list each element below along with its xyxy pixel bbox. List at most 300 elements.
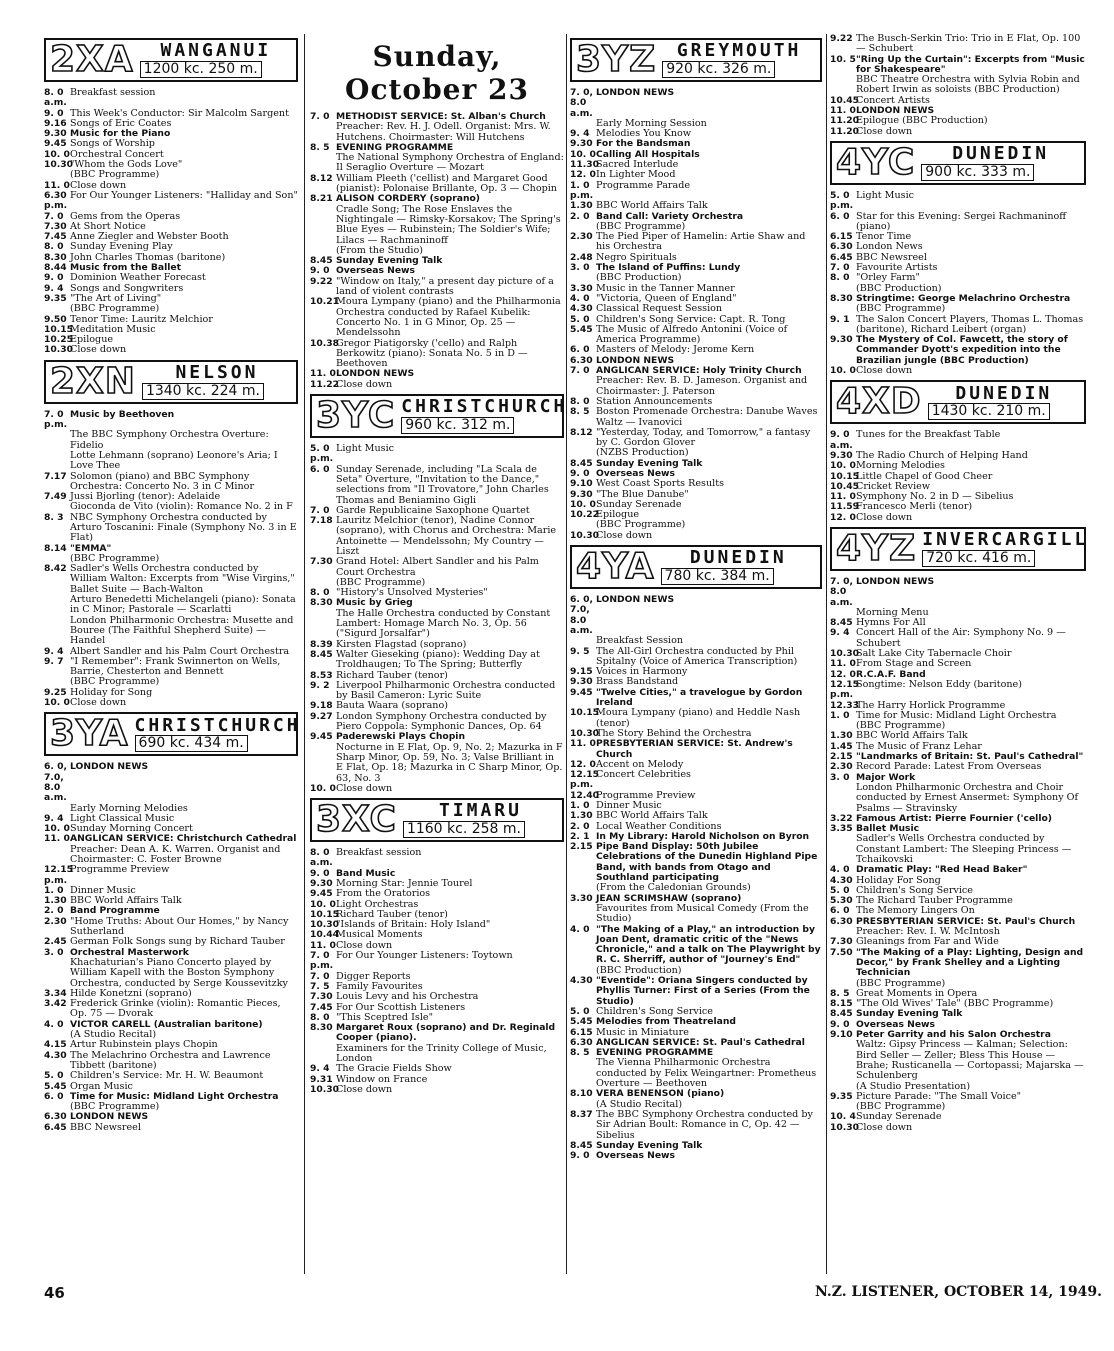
entry-description: The Harry Horlick Programme [856, 699, 1006, 711]
entry-continuation: (BBC Programme) [596, 220, 686, 232]
entry-time: 8.45 [570, 1139, 593, 1151]
entry-description: BBC World Affairs Talk [596, 810, 708, 822]
entry-time: 6.30 [830, 915, 853, 927]
entry-continuation: (A Studio Recital) [596, 1098, 683, 1110]
entry-time: 12. 0 [830, 511, 856, 523]
entry-description: Tenor Time [856, 231, 912, 243]
entry-description: Songs of Eric Coates [70, 117, 172, 129]
station-logo [44, 38, 298, 82]
programme-entry [830, 628, 1086, 649]
entry-time: 2.30 [44, 915, 67, 927]
entry-time: 11.20 [830, 115, 860, 127]
entry-description: Richard Tauber (tenor) [336, 908, 448, 920]
programme-entry [830, 1123, 1086, 1133]
entry-description: Close down [856, 365, 913, 377]
entry-time: 7.30 [44, 220, 67, 232]
entry-time: 12.40 [570, 789, 600, 801]
entry-time: 10. 0 [830, 365, 856, 377]
entry-continuation: (BBC Programme) [70, 303, 160, 315]
entry-description: "Islands of Britain: Holy Island" [336, 919, 491, 931]
entry-time: 9. 2 [310, 679, 330, 691]
entry-description: Orchestral Concert [70, 148, 164, 160]
entry-time: 4. 0 [44, 1018, 64, 1030]
entry-time: 9. 0 [830, 1018, 850, 1030]
entry-time: 3. 0 [830, 771, 850, 783]
entry-time: 8. 5 [570, 1047, 590, 1059]
entry-time: 9.22 [310, 275, 333, 287]
entry-description: Sunday Evening Talk [856, 1008, 963, 1020]
entry-description: In My Library: Harold Nicholson on Byron [596, 830, 810, 842]
entry-time: 9. 1 [830, 313, 850, 325]
entry-time: 7. 0 [830, 262, 850, 274]
entry-description: Sunday Serenade [856, 1111, 942, 1123]
entry-description: Time for Music: Midland Light Orchestra [856, 709, 1057, 721]
entry-description: Programme Parade [596, 179, 691, 191]
entry-time: 6.30 [570, 354, 593, 366]
entry-continuation: London Philharmonic Orchestra: Musette and Bouree (The Faithful Shepherd Suite) — Handel [70, 614, 294, 647]
entry-continuation: (BBC Programme) [70, 1101, 160, 1113]
programme-list [570, 88, 822, 541]
entry-description: Stringtime: George Melachrino Orchestra [856, 292, 1071, 304]
entry-continuation: (BBC Programme) [856, 977, 946, 989]
entry-description: Sunday Evening Play [70, 241, 173, 253]
entry-description: LONDON NEWS [70, 1111, 149, 1123]
entry-time: 10.30 [44, 344, 74, 356]
station-info [661, 549, 816, 585]
station-frequency: 1160 kc. 258 m. [403, 821, 525, 838]
entry-time: 7. 0, 8.0 a.m. [830, 575, 853, 608]
entry-description: Programme Preview [596, 789, 696, 801]
entry-time: 6. 0, 7.0, 8.0 a.m. [44, 761, 67, 804]
entry-description: LONDON NEWS [70, 761, 149, 773]
programme-entry [310, 465, 564, 506]
entry-time: 7.45 [44, 231, 67, 243]
entry-time: 11. 0 [44, 833, 70, 845]
entry-time: 5. 0 p.m. [830, 189, 854, 212]
entry-description: Holiday For Song [856, 874, 941, 886]
entry-time: 11. 0 [310, 939, 336, 951]
entry-description: Hilde Konetzni (soprano) [70, 987, 192, 999]
entry-description: Music by Grieg [336, 597, 413, 609]
entry-time: 5. 0 [44, 1070, 64, 1082]
entry-description: For Our Younger Listeners: "Halliday and Son" [70, 189, 298, 201]
programme-entry [310, 848, 564, 869]
entry-description: Melodies You Know [596, 128, 692, 140]
entry-time: 5.45 [570, 1016, 593, 1028]
entry-time: 4.30 [44, 1049, 67, 1061]
station-frequency: 900 kc. 333 m. [921, 164, 1034, 181]
programme-entry [44, 865, 298, 886]
entry-description: Lauritz Melchior (tenor), Nadine Connor (soprano), with Chorus and Orchestra: Marie Antoinette — Mendelssohn; My Country — Liszt [336, 515, 557, 557]
entry-time: 9. 0 a.m. [830, 429, 853, 451]
entry-description: "The Art of Living" [70, 292, 162, 304]
entry-description: Concert Hall of the Air: Symphony No. 9 — Schubert [856, 627, 1066, 649]
programme-entry [570, 739, 822, 760]
entry-description: Songs and Songwriters [70, 282, 184, 294]
entry-time: 3.42 [44, 998, 67, 1010]
entry-description: Band Music [336, 867, 396, 879]
entry-description: Paderewski Plays Chopin [336, 731, 465, 743]
entry-time: 11. 0 [830, 658, 856, 670]
entry-continuation: (BBC Programme) [856, 1101, 946, 1113]
programme-entry [570, 1017, 822, 1027]
entry-time: 10. 4 [830, 1111, 856, 1123]
entry-continuation: (BBC Programme) [596, 519, 686, 531]
entry-description: Music by Beethoven [70, 408, 175, 420]
entry-time: 9.30 [830, 334, 853, 346]
entry-time: 2. 1 [570, 830, 590, 842]
station-logo [310, 394, 568, 438]
entry-time: 7. 0 p.m. [310, 950, 334, 972]
programme-entry [44, 999, 298, 1020]
programme-list [310, 112, 564, 390]
programme-entry [310, 557, 564, 578]
entry-time: 11. 0 [310, 368, 336, 380]
entry-time: 8.21 [310, 193, 333, 205]
entry-description: "The Old Wives' Tale" (BBC Programme) [856, 998, 1054, 1010]
programme-list [44, 88, 298, 356]
column-4 [830, 33, 1089, 1133]
programme-entry [44, 564, 298, 595]
entry-time: 6.30 [44, 1111, 67, 1123]
entry-time: 9. 0 [44, 107, 64, 119]
entry-continuation: Preacher: Rev. B. D. Jameson. Organist and Choirmaster: J. Paterson [596, 375, 808, 397]
station-info [142, 361, 292, 400]
programme-entry [310, 1085, 564, 1095]
programme-entry [44, 1051, 298, 1072]
entry-time: 6. 0 [570, 344, 590, 356]
entry-description: Francesco Merli (tenor) [856, 501, 973, 513]
entry-description: LONDON NEWS [596, 594, 675, 606]
entry-continuation: (BBC Programme) [70, 676, 160, 688]
programme-entry [44, 345, 298, 355]
entry-description: VICTOR CARELL (Australian baritone) [70, 1018, 263, 1030]
entry-time: 1.30 [570, 810, 593, 822]
entry-continuation: (A Studio Recital) [70, 1029, 157, 1041]
entry-description: Tenor Time: Lauritz Melchior [70, 313, 213, 325]
entry-time: 5.30 [830, 895, 853, 907]
station-logo [570, 545, 822, 589]
entry-time: 4.30 [570, 303, 593, 315]
entry-description: Local Weather Conditions [596, 820, 722, 832]
entry-description: Bauta Waara (soprano) [336, 700, 448, 712]
programme-entry [570, 842, 822, 883]
station-call-sign: 4YZ [836, 527, 917, 569]
entry-description: Gems from the Operas [70, 210, 181, 222]
entry-description: Light Orchestras [336, 898, 419, 910]
entry-time: 4.30 [830, 874, 853, 886]
entry-time: 6. 0 [830, 210, 850, 222]
entry-description: Music in the Tanner Manner [596, 282, 735, 294]
programme-entry [310, 339, 564, 370]
entry-time: 10.25 [44, 334, 74, 346]
entry-time: 11. 0 [570, 738, 596, 750]
entry-time: 3.34 [44, 987, 67, 999]
entry-time: 8.10 [570, 1088, 593, 1100]
entry-time: 7.30 [830, 936, 853, 948]
station-block [570, 545, 822, 1161]
entry-description: Richard Tauber (tenor) [336, 669, 448, 681]
entry-time: 10.15 [310, 908, 340, 920]
entry-description: Salt Lake City Tabernacle Choir [856, 648, 1012, 660]
programme-entry [830, 680, 1086, 701]
entry-time: 8. 3 [44, 511, 64, 523]
entry-time: 8. 0 [310, 587, 330, 599]
station-info [140, 42, 292, 78]
entry-description: Overseas News [596, 1150, 676, 1162]
entry-time: 8.30 [44, 251, 67, 263]
programme-entry [310, 951, 564, 972]
entry-description: LONDON NEWS [856, 105, 935, 117]
entry-description: Classical Request Session [596, 303, 723, 315]
entry-description: Jussi Bjorling (tenor): Adelaide [70, 491, 221, 503]
entry-time: 8.30 [830, 292, 853, 304]
programme-entry [570, 976, 822, 1007]
station-block [830, 380, 1086, 523]
entry-continuation: (BBC Programme) [70, 552, 160, 564]
entry-description: PRESBYTERIAN SERVICE: St. Andrew's Church [596, 738, 793, 760]
programme-entry [570, 531, 822, 541]
programme-list [44, 762, 298, 1133]
entry-time: 9.30 [310, 878, 333, 889]
station-logo [570, 38, 822, 82]
entry-continuation: London Philharmonic Orchestra and Choir conducted by Ernest Ansermet: Symphony Of Psalms — Stravinsky [856, 781, 1079, 814]
page-number: 46 [44, 1284, 65, 1302]
programme-entry [44, 917, 298, 938]
entry-time: 8.53 [310, 669, 333, 681]
entry-time: 9.27 [310, 710, 333, 722]
programme-entry [830, 127, 1086, 137]
entry-time: 4.15 [44, 1039, 67, 1051]
entry-description: Concert Artists [856, 94, 930, 106]
station-block [44, 712, 301, 1133]
entry-continuation: (BBC Production) [856, 282, 942, 294]
entry-continuation: (BBC Programme) [856, 720, 946, 732]
entry-description: The Story Behind the Orchestra [596, 727, 752, 739]
entry-time: 1.45 [830, 740, 853, 752]
entry-description: BBC World Affairs Talk [856, 730, 968, 742]
programme-entry [44, 472, 298, 493]
programme-entry [830, 212, 1086, 233]
entry-time: 9. 4 [44, 645, 64, 657]
entry-description: Grand Hotel: Albert Sandler and his Palm Court Orchestra [336, 556, 539, 578]
programme-entry [570, 88, 822, 119]
entry-description: "Ring Up the Curtain": Excerpts from "Music for Shakespeare" [856, 53, 1085, 75]
entry-description: Window on France [336, 1073, 428, 1085]
entry-time: 12. 0 [570, 758, 596, 770]
entry-description: BBC World Affairs Talk [70, 895, 182, 907]
programme-entry [830, 577, 1086, 608]
entry-time: 3. 0 [570, 262, 590, 274]
entry-description: West Coast Sports Results [596, 478, 725, 490]
entry-time: 8.45 [570, 457, 593, 469]
entry-description: For the Bandsman [596, 138, 691, 150]
entry-time: 9.30 [570, 488, 593, 500]
entry-description: ANGLICAN SERVICE: Holy Trinity Church [596, 365, 802, 377]
entry-continuation: Breakfast Session [596, 635, 684, 647]
column-divider [826, 34, 827, 1274]
station-city: DUNEDIN [955, 382, 1053, 404]
entry-description: Sunday Evening Talk [596, 457, 703, 469]
entry-description: Morning Melodies [856, 460, 945, 472]
entry-description: The Music of Alfredo Antonini (Voice of America Programme) [596, 323, 788, 346]
entry-time: 9. 4 [310, 1063, 330, 1075]
entry-continuation: Cradle Song; The Rose Enslaves the Nightingale — Rimsky-Korsakov; The Spring's Blue Eyes — Rubinstein; The Soldier's Wife; Lilacs — Rachmaninoff [336, 203, 561, 246]
entry-description: Concert Celebrities [596, 769, 691, 781]
entry-description: JEAN SCRIMSHAW (soprano) [596, 892, 742, 904]
entry-time: 10. 0 [310, 898, 336, 910]
entry-description: "Orley Farm" [856, 272, 920, 284]
entry-description: Close down [336, 378, 393, 390]
station-frequency: 1340 kc. 224 m. [142, 383, 264, 400]
entry-description: Musical Moments [336, 929, 423, 941]
entry-time: 9.10 [830, 1029, 853, 1041]
programme-list [830, 34, 1086, 137]
entry-description: Organ Music [70, 1080, 133, 1092]
entry-description: John Charles Thomas (baritone) [70, 251, 226, 263]
entry-time: 9.35 [44, 292, 67, 304]
entry-description: LONDON NEWS [596, 354, 675, 366]
entry-time: 8. 0 a.m. [310, 847, 333, 869]
entry-description: Favourite Artists [856, 262, 938, 274]
entry-time: 9.30 [570, 138, 593, 150]
entry-time: 1. 0 [570, 800, 590, 811]
entry-description: "History's Unsolved Mysteries" [336, 587, 488, 599]
entry-time: 8.14 [44, 542, 67, 554]
entry-time: 7. 0 [310, 111, 330, 122]
entry-description: Solomon (piano) and BBC Symphony Orchestra: Concerto No. 3 in C Minor [70, 470, 255, 492]
entry-description: LONDON NEWS [856, 575, 935, 587]
entry-continuation: (BBC Programme) [856, 303, 946, 315]
entry-description: Louis Levy and his Orchestra [336, 991, 479, 1003]
programme-entry [44, 1071, 298, 1081]
station-frequency: 1430 kc. 210 m. [928, 403, 1050, 420]
entry-time: 8. 0 a.m. [44, 87, 67, 109]
entry-time: 3. 0 [44, 946, 64, 958]
entry-continuation: Waltz: Gipsy Princess — Kalman; Selection: Bird Seller — Zeller; Bless This House — Brahe; Rusticanella — Cortopassi; Majarska — Schulenberg [856, 1039, 1084, 1082]
entry-description: Voices in Harmony [596, 666, 688, 678]
entry-time: 10.22 [570, 509, 600, 521]
entry-description: Overseas News [596, 467, 676, 479]
station-city: NELSON [175, 361, 259, 383]
entry-description: ANGLICAN SERVICE: Christchurch Cathedral [70, 833, 297, 845]
entry-description: Children's Song Service [596, 1005, 713, 1017]
entry-description: Moura Lympany (piano) and Heddle Nash (tenor) [596, 707, 801, 729]
entry-time: 9.45 [44, 138, 67, 150]
station-info [134, 714, 301, 753]
entry-description: Ballet Music [856, 823, 920, 835]
entry-continuation: (BBC Production) [596, 272, 682, 284]
station-info [403, 802, 558, 838]
programme-entry [570, 304, 822, 314]
column-divider [566, 34, 567, 1274]
entry-time: 8.42 [44, 563, 67, 575]
entry-time: 10. 0 [570, 498, 596, 510]
entry-time: 9.30 [570, 676, 593, 688]
entry-time: 7. 0, 8.0 a.m. [570, 87, 593, 119]
programme-entry [44, 191, 298, 212]
entry-description: The Melachrino Orchestra and Lawrence Tibbett (baritone) [70, 1049, 271, 1071]
entry-description: Music from the Ballet [70, 262, 182, 274]
entry-time: 8. 5 [570, 406, 590, 418]
entry-time: 10.44 [310, 929, 340, 941]
programme-entry [570, 232, 822, 253]
entry-time: 2.48 [570, 251, 593, 263]
station-block [44, 38, 298, 356]
entry-time: 8.45 [830, 1008, 853, 1020]
station-block [44, 360, 298, 709]
entry-time: 8.30 [310, 597, 333, 609]
entry-description: Dominion Weather Forecast [70, 272, 206, 284]
publication-line: N.Z. LISTENER, OCTOBER 14, 1949. [815, 1284, 1102, 1300]
entry-description: VERA BENENSON (piano) [596, 1088, 725, 1100]
programme-entry [570, 428, 822, 449]
entry-time: 8.45 [830, 617, 853, 629]
programme-entry [570, 181, 822, 202]
entry-description: Band Programme [70, 905, 160, 917]
entry-description: "The Making of a Play: Lighting, Design and Decor," by Frank Shelley and a Lighting Technician [856, 946, 1084, 979]
entry-description: For Our Scottish Listeners [336, 1001, 466, 1013]
entry-time: 9.25 [44, 686, 67, 698]
programme-entry [830, 430, 1086, 451]
entry-time: 2.45 [44, 936, 67, 948]
entry-time: 4. 0 [570, 923, 590, 935]
entry-description: "This Sceptred Isle" [336, 1011, 433, 1023]
entry-description: Picture Parade: "The Small Voice" [856, 1090, 1022, 1102]
entry-description: "The Making of a Play," an introduction by Joan Dent, dramatic critic of the "News Chronicle," and a talk on The Playwright by R. C. Sherriff, author of "Journey's End" [596, 923, 821, 966]
programme-list [830, 191, 1086, 376]
programme-entry [44, 88, 298, 109]
entry-time: 2. 0 [44, 905, 64, 917]
programme-entry [44, 1123, 298, 1133]
entry-description: "Yesterday, Today, and Tomorrow," a fantasy by C. Gordon Glover [596, 426, 811, 449]
entry-time: 10.30 [570, 529, 600, 541]
station-logo [830, 527, 1089, 571]
entry-description: At Short Notice [70, 220, 146, 232]
entry-description: Dinner Music [70, 884, 136, 896]
entry-description: Sunday Evening Talk [596, 1139, 703, 1151]
station-city: DUNEDIN [689, 547, 787, 569]
entry-time: 2.15 [830, 751, 853, 763]
entry-description: Dinner Music [596, 800, 662, 811]
entry-description: Great Moments in Opera [856, 987, 978, 999]
entry-description: ALISON CORDERY (soprano) [336, 193, 480, 205]
entry-description: ANGLICAN SERVICE: St. Paul's Cathedral [596, 1036, 805, 1048]
programme-entry [570, 1110, 822, 1141]
entry-time: 7. 0 [44, 210, 64, 222]
entry-description: Close down [336, 939, 393, 951]
station-city: INVERCARGILL [922, 529, 1089, 551]
entry-time: 9. 4 [44, 812, 64, 824]
entry-description: Songtime: Nelson Eddy (baritone) [856, 678, 1022, 690]
entry-description: Gregor Piatigorsky ('cello) and Ralph Berkowitz (piano): Sonata No. 5 in D — Beethoven [336, 337, 528, 370]
station-info [401, 398, 567, 434]
entry-description: Walter Gieseking (piano): Wedding Day at Troldhaugen; To The Spring; Butterfly [336, 648, 540, 671]
entry-description: Epilogue (BBC Production) [856, 115, 988, 127]
entry-continuation: Preacher: Rev. H. J. Odell. Organist: Mrs. W. Hutchens. Choirmaster: Will Hutchens [336, 121, 551, 143]
entry-description: BBC World Affairs Talk [596, 200, 708, 212]
entry-description: The Salon Concert Players, Thomas L. Thomas (baritone), Richard Leibert (organ) [856, 313, 1084, 335]
station-city: TIMARU [438, 800, 522, 822]
entry-time: 9. 0 [570, 1150, 590, 1162]
entry-continuation: Khachaturian's Piano Concerto played by William Kapell with the Boston Symphony Orchestra, conducted by Serge Koussevitzky [70, 956, 288, 989]
station-info [921, 145, 1080, 181]
station-call-sign: 4XD [836, 381, 922, 423]
entry-description: LONDON NEWS [596, 87, 675, 98]
entry-description: German Folk Songs sung by Richard Tauber [70, 936, 285, 948]
entry-continuation: The Vienna Philharmonic Orchestra conducted by Felix Weingartner: Prometheus Overture — Beethoven [596, 1057, 817, 1090]
entry-time: 10. 0 [570, 148, 596, 160]
